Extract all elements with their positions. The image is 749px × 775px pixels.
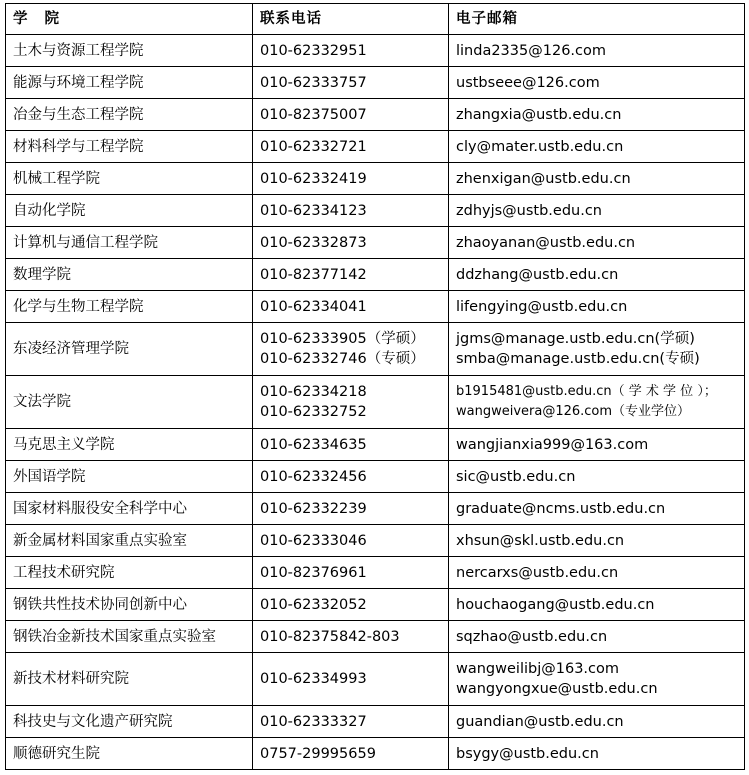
phone-cell (253, 227, 449, 259)
email-line: wangweilibj@163.com (456, 661, 619, 677)
email-line: smba@manage.ustb.edu.cn(专硕) (456, 351, 700, 367)
phone-cell (253, 589, 449, 621)
phone-cell (253, 621, 449, 653)
table-row (6, 589, 745, 621)
table-row (6, 557, 745, 589)
phone-cell (253, 67, 449, 99)
college-cell: 科技史与文化遗产研究院 (6, 706, 253, 738)
email-cell (449, 99, 745, 131)
email-line: graduate@ncms.ustb.edu.cn (456, 500, 666, 517)
email-line: zdhyjs@ustb.edu.cn (456, 202, 602, 219)
phone-cell (253, 461, 449, 493)
college-cell: 化学与生物工程学院 (6, 291, 253, 323)
college-cell: 外国语学院 (6, 461, 253, 493)
college-cell: 新金属材料国家重点实验室 (6, 525, 253, 557)
email-line: ddzhang@ustb.edu.cn (456, 266, 619, 283)
email-line: lifengying@ustb.edu.cn (456, 298, 628, 315)
phone-line: 010-62332746（专硕） (260, 351, 425, 367)
phone-cell (253, 163, 449, 195)
phone-line: 010-62333046 (260, 532, 367, 549)
contact-table (5, 3, 745, 770)
phone-line: 010-62332239 (260, 500, 367, 517)
phone-line: 0757-29995659 (260, 745, 376, 762)
email-line: xhsun@skl.ustb.edu.cn (456, 532, 625, 549)
college-cell: 国家材料服役安全科学中心 (6, 493, 253, 525)
email-cell (449, 525, 745, 557)
email-line: guandian@ustb.edu.cn (456, 713, 624, 730)
table-row (6, 493, 745, 525)
phone-line: 010-62332873 (260, 234, 367, 251)
phone-cell (253, 557, 449, 589)
phone-line: 010-62332456 (260, 468, 367, 485)
phone-line: 010-62334635 (260, 436, 367, 453)
phone-line: 010-82376961 (260, 564, 367, 581)
phone-line: 010-62332721 (260, 138, 367, 155)
phone-line: 010-62333905（学硕） (260, 331, 425, 347)
table-row (6, 99, 745, 131)
header-college-char-2: 院 (44, 11, 60, 27)
phone-line: 010-62333327 (260, 713, 367, 730)
phone-cell (253, 525, 449, 557)
college-cell: 材料科学与工程学院 (6, 131, 253, 163)
phone-cell (253, 195, 449, 227)
email-cell (449, 291, 745, 323)
email-cell (449, 706, 745, 738)
email-cell (449, 461, 745, 493)
college-cell: 土木与资源工程学院 (6, 35, 253, 67)
header-phone: 联系电话 (253, 4, 449, 35)
email-line: sqzhao@ustb.edu.cn (456, 628, 608, 645)
table-row (6, 653, 745, 706)
table-row (6, 291, 745, 323)
phone-line: 010-62334993 (260, 671, 367, 687)
email-cell (449, 131, 745, 163)
email-line: sic@ustb.edu.cn (456, 468, 576, 485)
phone-cell (253, 706, 449, 738)
email-line: cly@mater.ustb.edu.cn (456, 138, 624, 155)
phone-cell (253, 376, 449, 429)
phone-line: 010-62332951 (260, 42, 367, 59)
phone-line: 010-62332752 (260, 404, 367, 420)
phone-cell (253, 291, 449, 323)
email-line: ustbseee@126.com (456, 74, 600, 91)
college-cell: 工程技术研究院 (6, 557, 253, 589)
header-college (6, 4, 253, 35)
phone-cell (253, 131, 449, 163)
email-line: b1915481@ustb.edu.cn（ 学 术 学 位 ）； (456, 384, 717, 399)
table-row (6, 461, 745, 493)
college-cell: 顺德研究生院 (6, 738, 253, 770)
table-body (6, 35, 745, 770)
table-row (6, 738, 745, 770)
email-line: zhangxia@ustb.edu.cn (456, 106, 622, 123)
email-cell (449, 589, 745, 621)
phone-cell (253, 429, 449, 461)
email-cell (449, 259, 745, 291)
email-line: linda2335@126.com (456, 42, 606, 59)
email-line: jgms@manage.ustb.edu.cn(学硕) (456, 331, 695, 347)
table-row (6, 195, 745, 227)
phone-line: 010-62334218 (260, 384, 367, 400)
table-row (6, 163, 745, 195)
table-row (6, 131, 745, 163)
table-row (6, 429, 745, 461)
table-row (6, 323, 745, 376)
college-cell: 数理学院 (6, 259, 253, 291)
email-cell (449, 738, 745, 770)
college-cell: 东凌经济管理学院 (6, 323, 253, 376)
email-line: houchaogang@ustb.edu.cn (456, 596, 655, 613)
email-cell (449, 376, 745, 429)
email-line: nercarxs@ustb.edu.cn (456, 564, 619, 581)
table-row (6, 259, 745, 291)
phone-cell (253, 35, 449, 67)
header-row (6, 4, 745, 35)
college-cell: 文法学院 (6, 376, 253, 429)
college-cell: 机械工程学院 (6, 163, 253, 195)
header-email: 电子邮箱 (449, 4, 745, 35)
table-row (6, 621, 745, 653)
email-cell (449, 227, 745, 259)
table-row (6, 35, 745, 67)
college-cell: 计算机与通信工程学院 (6, 227, 253, 259)
email-cell (449, 653, 745, 706)
email-line: zhenxigan@ustb.edu.cn (456, 170, 631, 187)
email-cell (449, 163, 745, 195)
college-cell: 冶金与生态工程学院 (6, 99, 253, 131)
phone-cell (253, 259, 449, 291)
email-line: wangyongxue@ustb.edu.cn (456, 681, 658, 697)
phone-cell (253, 99, 449, 131)
table-row (6, 525, 745, 557)
table-row (6, 227, 745, 259)
phone-line: 010-82375842-803 (260, 628, 400, 645)
email-cell (449, 323, 745, 376)
email-line: wangweivera@126.com（专业学位） (456, 404, 691, 419)
phone-line: 010-62334123 (260, 202, 367, 219)
college-cell: 钢铁共性技术协同创新中心 (6, 589, 253, 621)
header-college-char-1: 学 (13, 11, 29, 27)
email-cell (449, 35, 745, 67)
phone-line: 010-62332419 (260, 170, 367, 187)
email-cell (449, 621, 745, 653)
phone-cell (253, 493, 449, 525)
college-cell: 能源与环境工程学院 (6, 67, 253, 99)
table-row (6, 67, 745, 99)
email-line: zhaoyanan@ustb.edu.cn (456, 234, 636, 251)
phone-cell (253, 323, 449, 376)
email-line: wangjianxia999@163.com (456, 436, 649, 453)
email-line: bsygy@ustb.edu.cn (456, 745, 599, 762)
college-cell: 新技术材料研究院 (6, 653, 253, 706)
college-cell: 自动化学院 (6, 195, 253, 227)
phone-line: 010-82377142 (260, 266, 367, 283)
phone-line: 010-82375007 (260, 106, 367, 123)
phone-cell (253, 738, 449, 770)
email-cell (449, 67, 745, 99)
email-cell (449, 557, 745, 589)
phone-line: 010-62334041 (260, 298, 367, 315)
table-row (6, 706, 745, 738)
phone-line: 010-62332052 (260, 596, 367, 613)
phone-line: 010-62333757 (260, 74, 367, 91)
email-cell (449, 429, 745, 461)
table-row (6, 376, 745, 429)
college-cell: 马克思主义学院 (6, 429, 253, 461)
email-cell (449, 493, 745, 525)
phone-cell (253, 653, 449, 706)
email-cell (449, 195, 745, 227)
college-cell: 钢铁冶金新技术国家重点实验室 (6, 621, 253, 653)
